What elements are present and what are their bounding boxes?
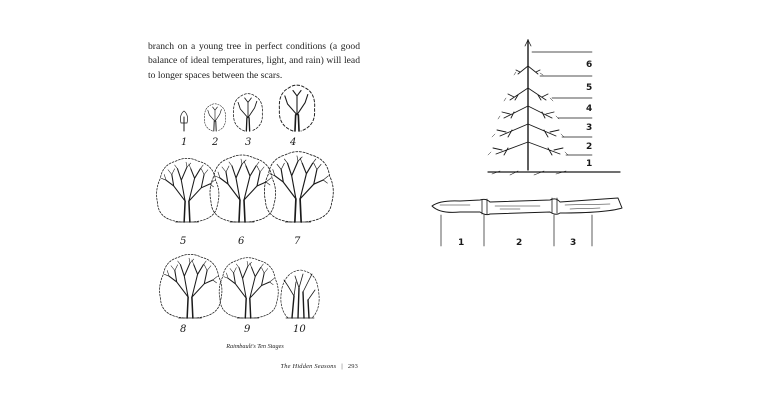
left-running-head: The Hidden Seasons: [280, 363, 337, 370]
stage-label-2: 2: [212, 137, 219, 148]
stage-label-10: 10: [293, 324, 306, 335]
segment-label-1: 1: [458, 238, 465, 248]
left-page-number: 293: [347, 363, 358, 370]
stage-1-tree: [180, 111, 187, 131]
whorl-label-6: 6: [586, 60, 593, 70]
stage-5-tree: [157, 158, 219, 222]
whorl-label-4: 4: [586, 104, 593, 114]
stage-label-8: 8: [180, 324, 187, 335]
stage-label-3: 3: [245, 137, 252, 148]
stage-3-tree: [234, 94, 263, 131]
conifer-scale: [532, 52, 592, 155]
whorl-label-5: 5: [586, 83, 593, 93]
segment-label-3: 3: [570, 238, 577, 248]
stage-label-9: 9: [244, 324, 251, 335]
whorl-label-1: 1: [586, 159, 593, 169]
stage-2-tree: [205, 104, 226, 131]
left-page-footer: [230, 363, 358, 370]
stage-9-tree: [219, 258, 278, 318]
left-page-paragraph: branch on a young tree in perfect conditions (a good balance of ideal temperatures, light, and rain) will lead to longer spaces between the scars.: [148, 41, 360, 81]
stage-label-7: 7: [294, 236, 301, 247]
stage-10-tree: [281, 270, 319, 318]
stage-label-5: 5: [180, 236, 187, 247]
left-footer-separator: |: [341, 363, 343, 370]
whorl-label-2: 2: [586, 142, 593, 152]
whorl-label-3: 3: [586, 123, 593, 133]
stage-6-tree: [210, 155, 276, 222]
stage-label-6: 6: [238, 236, 245, 247]
stage-4-tree: [279, 85, 314, 131]
stage-label-1: 1: [181, 137, 188, 148]
stage-8-tree: [160, 254, 222, 318]
stage-label-4: 4: [290, 137, 297, 148]
left-figure-caption: Raimbault's Ten Stages: [226, 343, 284, 350]
conifer-growth-figure: [384, 0, 768, 400]
right-page: [384, 0, 768, 400]
segment-label-2: 2: [516, 238, 523, 248]
